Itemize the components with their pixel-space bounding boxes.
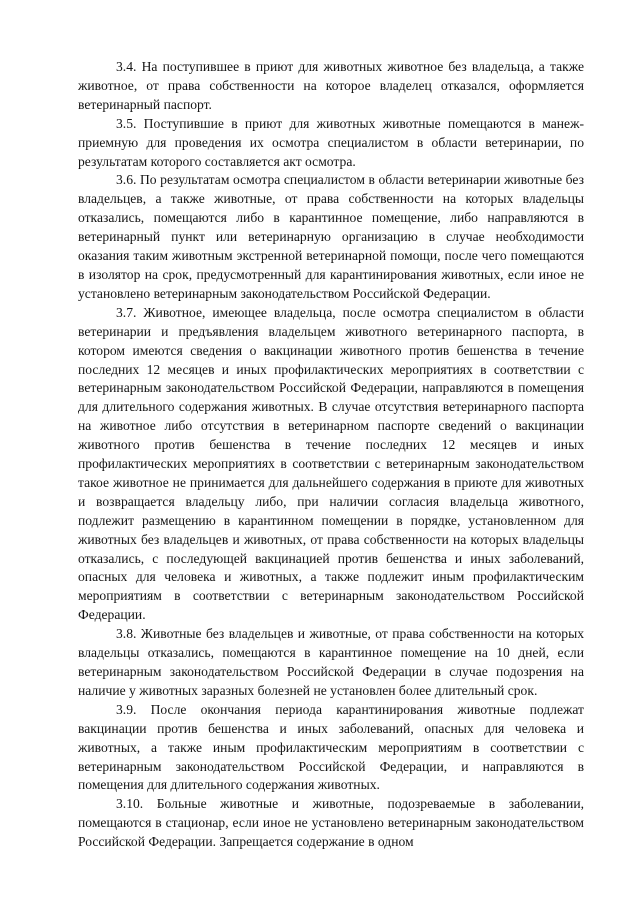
paragraph-3-6: 3.6. По результатам осмотра специалистом в области ветеринарии животные без владельцев, а также животные, от права собственности на которых владельцы отказались, помещаются либо в карантинное помещение, либо направляются в ветеринарный пункт или ветеринарную организацию в случае необходимости оказания таким животным экстренной ветеринарной помощи, после чего помещаются в изолятор на срок, предусмотренный для карантинирования животных, если иное не установлено ветеринарным законодательством Российской Федерации. [78,172,584,301]
paragraph-3-5: 3.5. Поступившие в приют для животных животные помещаются в манеж-приемную для проведения их осмотра специалистом в области ветеринарии, по результатам которого составляется акт осмотра. [78,115,584,169]
paragraph-3-4: 3.4. На поступившее в приют для животных животное без владельца, а также животное, от права собственности на которое владелец отказался, оформляется ветеринарный паспорт. [78,59,584,112]
paragraph-3-10: 3.10. Больные животные и животные, подозреваемые в заболевании, помещаются в стационар, если иное не установлено ветеринарным законодательством Российской Федерации. Запрещается содержание в одном [78,796,584,850]
paragraph-3-9: 3.9. После окончания периода карантинирования животные подлежат вакцинации против бешенства и иных заболеваний, опасных для человека и животных, а также иным профилактическим мероприятиям в соответствии с ветеринарным законодательством Российской Федерации, и направляются в помещения для длительного содержания животных. [78,701,584,793]
document-body [78,58,584,852]
paragraph-3-7: 3.7. Животное, имеющее владельца, после осмотра специалистом в области ветеринарии и предъявления владельцем животного ветеринарного паспорта, в котором имеются сведения о вакцинации животного против бешенства в течение последних 12 месяцев и иных профилактических мероприятиях в соответствии с ветеринарным законодательством Российской Федерации, направляются в помещения для длительного содержания животных. В случае отсутствия ветеринарного паспорта на животное либо отсутствия в ветеринарном паспорте сведений о вакцинации животного против бешенства в течение последних 12 месяцев и иных профилактических мероприятиях в соответствии с ветеринарным законодательством такое животное не принимается для дальнейшего содержания в приюте для животных и возвращается владельцу либо, при наличии согласия владельца животного, подлежит размещению в карантинном помещении в порядке, установленном для животных без владельцев и животных, от права собственности на которых владельцы отказались, с последующей вакцинацией против бешенства и иных заболеваний, опасных для человека и животных, а также подлежит иным профилактическим мероприятиям в соответствии с ветеринарным законодательством Российской Федерации. [78,304,584,623]
paragraph-3-8: 3.8. Животные без владельцев и животные, от права собственности на которых владельцы отказались, помещаются в карантинное помещение на 10 дней, если ветеринарным законодательством Российской Федерации в случае подозрения на наличие у животных заразных болезней не установлен более длительный срок. [78,626,584,698]
